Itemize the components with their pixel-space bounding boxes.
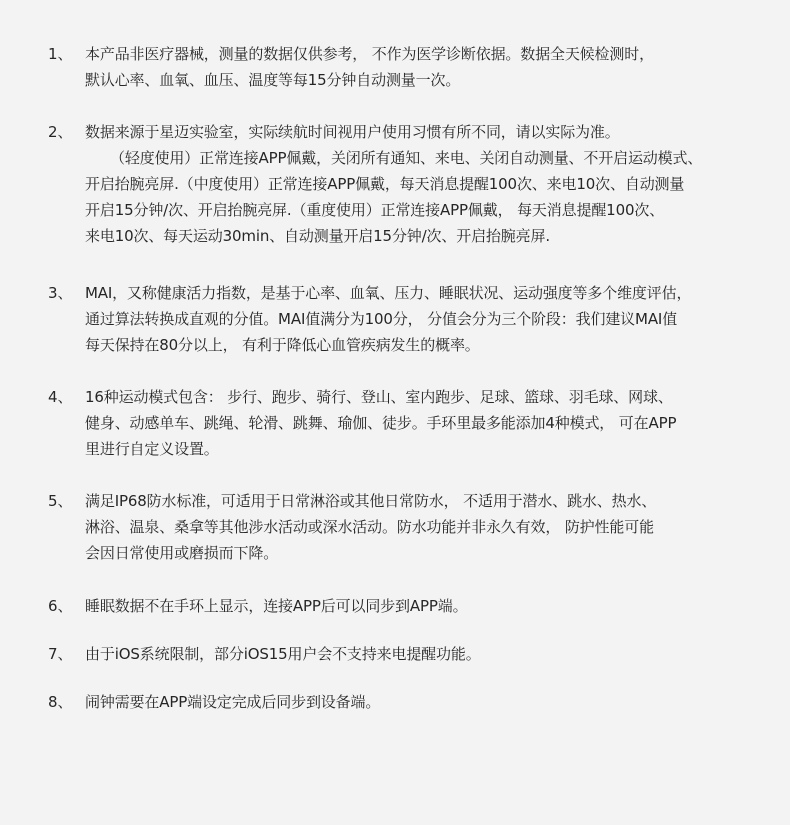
note-line: 闹钟需要在APP端设定完成后同步到设备端。 — [85, 693, 381, 711]
note-text — [85, 41, 785, 93]
note-line: 由于iOS系统限制，部分iOS15用户会不支持来电提醒功能。 — [85, 645, 481, 663]
note-number: 4、 — [48, 388, 73, 406]
note-line: （轻度使用）正常连接APP佩戴，关闭所有通知、来电、关闭自动测量、不开启运动模式、 — [110, 149, 703, 167]
note-number: 8、 — [48, 693, 73, 711]
note-number: 3、 — [48, 284, 73, 302]
note-line: 本产品非医疗器械，测量的数据仅供参考， 不作为医学诊断依据。数据全天候检测时， — [85, 45, 654, 63]
note-line: 睡眠数据不在手环上显示，连接APP后可以同步到APP端。 — [85, 597, 468, 615]
note-line: 通过算法转换成直观的分值。MAI值满分为100分， 分值会分为三个阶段：我们建议MAI值 — [85, 310, 678, 328]
note-text — [85, 488, 785, 566]
note-line: 健身、动感单车、跳绳、轮滑、跳舞、瑜伽、徒步。手环里最多能添加4种模式， 可在APP — [85, 414, 677, 432]
note-line: 会因日常使用或磨损而下降。 — [85, 544, 279, 562]
note-number: 6、 — [48, 597, 73, 615]
note-line: 16种运动模式包含： 步行、跑步、骑行、登山、室内跑步、足球、篮球、羽毛球、网球、 — [85, 388, 673, 406]
note-line: 开启15分钟/次、开启抬腕亮屏.（重度使用）正常连接APP佩戴， 每天消息提醒100次、 — [85, 201, 665, 219]
note-text — [85, 119, 785, 249]
note-text — [85, 280, 785, 358]
note-number: 5、 — [48, 492, 73, 510]
note-line: 数据来源于星迈实验室，实际续航时间视用户使用习惯有所不同，请以实际为准。 — [85, 123, 620, 141]
note-line: 默认心率、血氧、血压、温度等每15分钟自动测量一次。 — [85, 71, 461, 89]
note-number: 1、 — [48, 45, 73, 63]
note-line: 里进行自定义设置。 — [85, 440, 219, 458]
note-line: 每天保持在80分以上， 有利于降低心血管疾病发生的概率。 — [85, 336, 480, 354]
note-text — [85, 641, 785, 667]
note-line: MAI，又称健康活力指数，是基于心率、血氧、压力、睡眠状况、运动强度等多个维度评估， — [85, 284, 692, 302]
note-text — [85, 384, 785, 462]
note-line: 开启抬腕亮屏.（中度使用）正常连接APP佩戴，每天消息提醒100次、来电10次、自动测量 — [85, 175, 685, 193]
note-number: 7、 — [48, 645, 73, 663]
note-number: 2、 — [48, 123, 73, 141]
note-text — [85, 593, 785, 619]
note-line: 来电10次、每天运动30min、自动测量开启15分钟/次、开启抬腕亮屏. — [85, 227, 550, 245]
note-text — [85, 689, 785, 715]
note-line: 淋浴、温泉、桑拿等其他涉水活动或深水活动。防水功能并非永久有效， 防护性能可能 — [85, 518, 654, 536]
note-line: 满足IP68防水标准，可适用于日常淋浴或其他日常防水， 不适用于潜水、跳水、热水、 — [85, 492, 657, 510]
